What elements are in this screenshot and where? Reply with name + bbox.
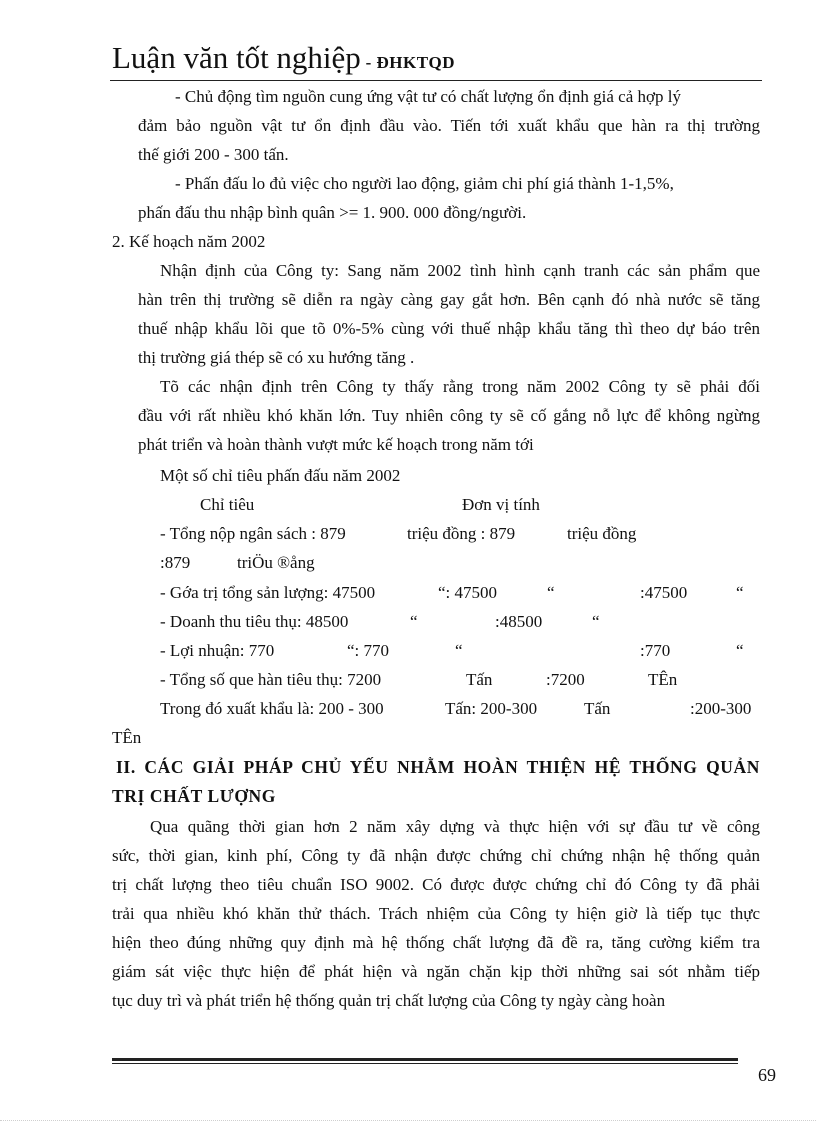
row3-val2: :47500 [640, 583, 688, 602]
row4-mark2: “ [592, 612, 600, 631]
footer-rule-thin [112, 1063, 738, 1064]
row5-val2: :770 [640, 641, 671, 660]
section2-line-5: hiện theo đúng những quy định mà hệ thống chất lượng đã đề ra, tăng cường kiểm tra [112, 933, 760, 952]
row3-mark2: “ [736, 583, 744, 602]
bullet-line-4: - Phấn đấu lo đủ việc cho người lao động, giảm chi phí giá thành 1-1,5%, [175, 174, 674, 193]
row4-val: :48500 [495, 612, 543, 631]
para-line-10: thị trường giá thép sẽ có xu hướng tăng . [138, 348, 415, 367]
section-heading-line2: TRỊ CHẤT LƯỢNG [112, 786, 276, 806]
row8-unit: TÊn [112, 728, 142, 747]
row3-mark: “ [547, 583, 555, 602]
body-line-2: đảm bảo nguồn vật tư ổn định đầu vào. Tiến tới xuất khẩu que hàn ra thị trường [138, 116, 760, 135]
para-line-7: Nhận định của Công ty: Sang năm 2002 tình hình cạnh tranh các sản phẩm que [160, 261, 760, 280]
row5-mark2: “ [736, 641, 744, 660]
row6-label: - Tổng số que hàn tiêu thụ: 7200 [160, 670, 382, 689]
para-line-11: Tõ các nhận định trên Công ty thấy rằng trong năm 2002 Công ty sẽ phải đối [160, 377, 760, 396]
bullet-line-1: - Chủ động tìm nguồn cung ứng vật tư có chất lượng ổn định giá cả hợp lý [175, 87, 681, 106]
row7-val1: Tấn: 200-300 [445, 699, 538, 718]
row1-unit: triệu đồng : 879 [407, 524, 516, 543]
row7-label: Trong đó xuất khẩu là: 200 - 300 [160, 699, 384, 718]
section2-line-1: Qua quãng thời gian hơn 2 năm xây dựng và thực hiện với sự đầu tư về công [150, 817, 760, 836]
section2-line-4: trải qua nhiều khó khăn thử thách. Trách nhiệm của Công ty hiện giờ là tiếp tục thực [112, 904, 760, 923]
subsection-heading: 2. Kế hoạch năm 2002 [112, 232, 266, 251]
row5-val1: “: 770 [347, 641, 390, 660]
section2-line-3: trị chất lượng theo tiêu chuẩn ISO 9002. Có được được chứng chỉ đó Công ty đã phải [112, 875, 760, 894]
row3-val1: “: 47500 [438, 583, 498, 602]
page-edge [0, 1120, 816, 1121]
row1-label: - Tổng nộp ngân sách : 879 [160, 524, 346, 543]
targets-intro: Một số chỉ tiêu phấn đấu năm 2002 [160, 466, 401, 485]
row7-unit: Tấn [584, 699, 611, 718]
row7-val2: :200-300 [690, 699, 752, 718]
page-number: 69 [758, 1065, 776, 1085]
row2-value: :879 [160, 553, 191, 572]
para-line-8: hàn trên thị trường sẽ diễn ra ngày càng gay gắt hơn. Bên cạnh đó nhà nước sẽ tăng [138, 290, 760, 309]
col-header-donvi: Đơn vị tính [462, 495, 540, 514]
row4-label: - Doanh thu tiêu thụ: 48500 [160, 612, 349, 631]
row4-mark: “ [410, 612, 418, 631]
section2-line-2: sức, thời gian, kinh phí, Công ty đã nhận được chứng chỉ chứng nhận hệ thống quản [112, 846, 760, 865]
body-line-3: thế giới 200 - 300 tấn. [138, 145, 289, 164]
header-subtitle: - ĐHKTQD [360, 53, 456, 72]
section2-line-6: giám sát việc thực hiện để phát hiện và ngăn chặn kịp thời những sai sót nhằm tiếp [112, 962, 760, 981]
body-line-5: phấn đấu thu nhập bình quân >= 1. 900. 000 đồng/người. [138, 203, 527, 222]
row6-unit: Tấn [466, 670, 493, 689]
row6-val: :7200 [546, 670, 585, 689]
col-header-chitieu: Chỉ tiêu [200, 495, 255, 514]
row5-mark: “ [455, 641, 463, 660]
para-line-9: thuế nhập khẩu lõi que tõ 0%-5% cùng với thuế nhập khẩu tăng thì theo dự báo trên [138, 319, 760, 338]
para-line-12: đầu với rất nhiều khó khăn lớn. Tuy nhiên công ty sẽ cố gắng nỗ lực để không ngừng [138, 406, 760, 425]
section2-line-7: tục duy trì và phát triển hệ thống quản trị chất lượng của Công ty ngày càng hoàn [112, 991, 666, 1010]
row3-label: - Gớa trị tổng sản lượng: 47500 [160, 583, 376, 602]
header-title-text: Luận văn tốt nghiệp [112, 40, 361, 75]
page-header-title [112, 38, 455, 83]
footer-rule-thick [112, 1058, 738, 1061]
row6-unit2: TÊn [648, 670, 678, 689]
header-rule [110, 80, 762, 81]
row5-label: - Lợi nhuận: 770 [160, 641, 275, 660]
row1-unit2: triệu đồng [567, 524, 637, 543]
row2-unit: triÖu ®ång [237, 553, 315, 572]
section-heading-line1: II. CÁC GIẢI PHÁP CHỦ YẾU NHẰM HOÀN THIỆN HỆ THỐNG QUẢN [116, 757, 760, 777]
para-line-13: phát triển và hoàn thành vượt mức kế hoạch trong năm tới [138, 435, 534, 454]
